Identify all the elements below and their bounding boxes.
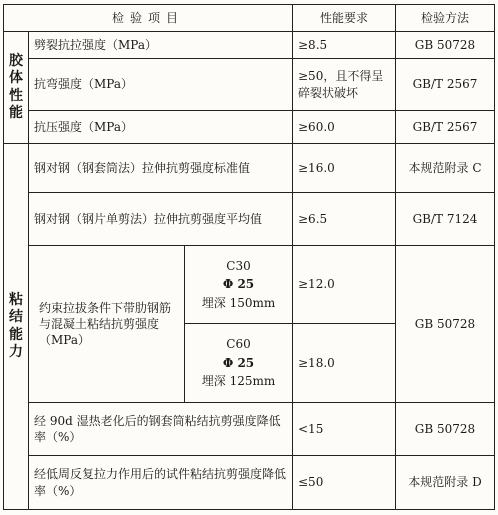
item-restrained-pullout: 约束拉拔条件下带肋钢筋与混凝土粘结抗剪强度（MPa） bbox=[29, 246, 185, 403]
req-aging-reduction: <15 bbox=[293, 403, 396, 456]
item-compressive: 抗压强度（MPa） bbox=[29, 111, 293, 144]
method-compressive: GB/T 2567 bbox=[396, 111, 495, 144]
header-method: 检验方法 bbox=[396, 5, 495, 32]
method-aging-reduction: GB 50728 bbox=[396, 403, 495, 456]
req-flexural: ≥50，且不得呈碎裂状破坏 bbox=[293, 59, 396, 111]
case-bar: Φ 25 bbox=[222, 355, 255, 370]
table-row bbox=[4, 193, 495, 246]
item-split-tensile: 劈裂抗拉强度（MPa） bbox=[29, 32, 293, 59]
table-row bbox=[4, 32, 495, 59]
case-depth: 埋深 150mm bbox=[201, 295, 276, 310]
table-row bbox=[4, 246, 495, 324]
req-cyclic-reduction: ≤50 bbox=[293, 456, 396, 510]
case-bar: Φ 25 bbox=[222, 277, 255, 292]
item-sleeve-shear: 钢对钢（钢套筒法）拉伸抗剪强度标准值 bbox=[29, 144, 293, 193]
table-row bbox=[4, 59, 495, 111]
group-label-adhesive: 胶 体 性 能 bbox=[4, 32, 29, 144]
item-cyclic-reduction: 经低周反复拉力作用后的试件粘结抗剪强度降低率（%） bbox=[29, 456, 293, 510]
req-split-tensile: ≥8.5 bbox=[293, 32, 396, 59]
table-row bbox=[4, 456, 495, 510]
method-single-lap-shear: GB/T 7124 bbox=[396, 193, 495, 246]
req-sleeve-shear: ≥16.0 bbox=[293, 144, 396, 193]
header-requirement: 性能要求 bbox=[293, 5, 396, 32]
method-restrained-pullout: GB 50728 bbox=[396, 246, 495, 403]
case-c60 bbox=[185, 324, 293, 403]
item-aging-reduction: 经 90d 湿热老化后的钢套筒粘结抗剪强度降低率（%） bbox=[29, 403, 293, 456]
inspection-table bbox=[3, 4, 495, 510]
item-flexural: 抗弯强度（MPa） bbox=[29, 59, 293, 111]
case-c30 bbox=[185, 246, 293, 324]
table-row bbox=[4, 144, 495, 193]
case-grade: C30 bbox=[226, 258, 251, 273]
table-row bbox=[4, 403, 495, 456]
method-sleeve-shear: 本规范附录 C bbox=[396, 144, 495, 193]
req-compressive: ≥60.0 bbox=[293, 111, 396, 144]
req-c30: ≥12.0 bbox=[293, 246, 396, 324]
table-header-row bbox=[4, 5, 495, 32]
req-single-lap-shear: ≥6.5 bbox=[293, 193, 396, 246]
item-single-lap-shear: 钢对钢（钢片单剪法）拉伸抗剪强度平均值 bbox=[29, 193, 293, 246]
method-cyclic-reduction: 本规范附录 D bbox=[396, 456, 495, 510]
method-flexural: GB/T 2567 bbox=[396, 59, 495, 111]
group-label-bond: 粘 结 能 力 bbox=[4, 144, 29, 510]
table-row bbox=[4, 111, 495, 144]
req-c60: ≥18.0 bbox=[293, 324, 396, 403]
case-depth: 埋深 125mm bbox=[201, 374, 276, 389]
header-item: 检验项目 bbox=[4, 5, 293, 32]
method-split-tensile: GB 50728 bbox=[396, 32, 495, 59]
case-grade: C60 bbox=[226, 337, 251, 352]
